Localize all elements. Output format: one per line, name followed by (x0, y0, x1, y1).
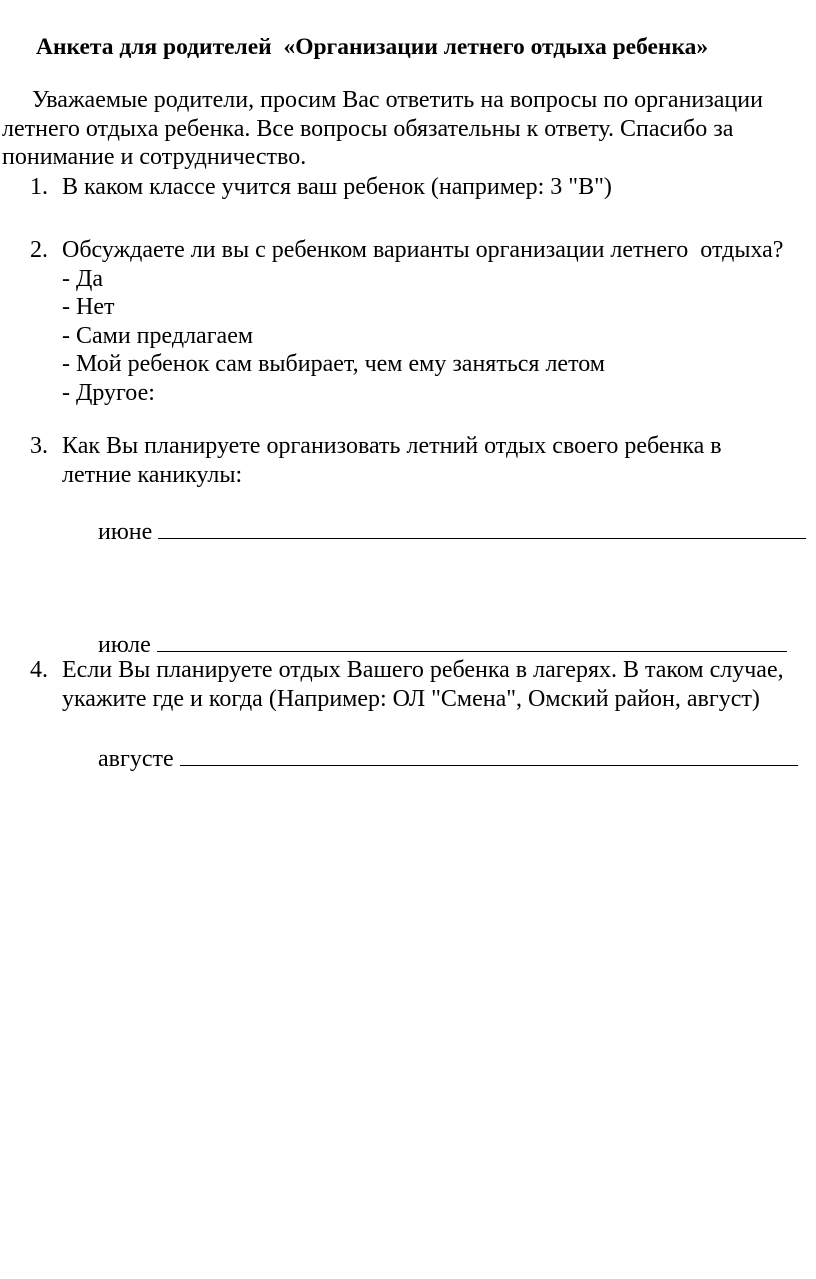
option-we-suggest: - Сами предлагаем (62, 322, 254, 349)
option-other: - Другое: (62, 379, 155, 406)
field-august (62, 716, 816, 802)
question-number: 1. (30, 174, 48, 200)
field-label-june: июне (98, 518, 153, 545)
option-no: - Нет (62, 294, 115, 320)
question-text: летние каникулы: (62, 461, 243, 488)
answer-line-june[interactable] (158, 518, 806, 539)
question-text: укажите где и когда (Например: ОЛ "Смена", Омский район, август) (62, 685, 760, 712)
question-number: 3. (30, 433, 48, 459)
question-text: Как Вы планируете организовать летний отдых своего ребенка в (62, 433, 722, 459)
option-yes: - Да (62, 265, 104, 292)
answer-line-august[interactable] (180, 745, 798, 766)
intro-paragraph: Уважаемые родители, просим Вас ответить на вопросы по организации летнего отдыха ребенка. Все вопросы обязательны к ответу. Спасибо за понимание и сотрудничество. (2, 87, 763, 170)
question-text: Если Вы планируете отдых Вашего ребенка в лагерях. В таком случае, (62, 657, 784, 683)
answer-line-july[interactable] (157, 631, 787, 652)
question-text: Обсуждаете ли вы с ребенком варианты организации летнего отдыха? (62, 237, 784, 263)
field-june (62, 489, 816, 575)
option-child-chooses: - Мой ребенок сам выбирает, чем ему заняться летом (62, 351, 605, 377)
field-label-august: августе (98, 745, 174, 772)
question-text: В каком классе учится ваш ребенок (например: 3 "В") (62, 174, 612, 200)
field-label-july: июле (98, 632, 151, 658)
question-number: 4. (30, 657, 48, 683)
document-title: Анкета для родителей «Организации летнего отдыха ребенка» (36, 34, 709, 60)
question-number: 2. (30, 237, 48, 263)
